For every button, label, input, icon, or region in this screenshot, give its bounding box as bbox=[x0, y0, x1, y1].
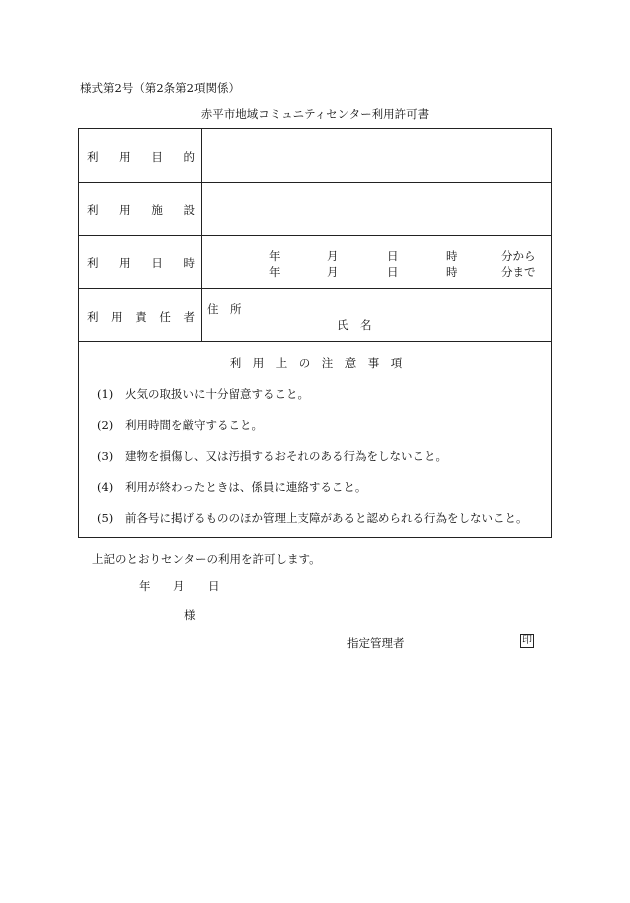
note-item: (4) 利用が終わったときは、係員に連絡すること。 bbox=[97, 480, 367, 494]
start-day-label: 日 bbox=[387, 249, 399, 263]
row-divider bbox=[79, 235, 551, 236]
label-datetime: 利 用 日 時 bbox=[87, 256, 195, 270]
start-month-label: 月 bbox=[327, 249, 339, 263]
permit-form-table bbox=[78, 128, 552, 538]
document-title: 赤平市地域コミュニティセンター利用許可書 bbox=[200, 107, 430, 121]
row-divider bbox=[79, 288, 551, 289]
end-hour-label: 時 bbox=[446, 265, 458, 279]
start-hour-label: 時 bbox=[446, 249, 458, 263]
label-responsible: 利 用 責 任 者 bbox=[87, 310, 195, 324]
note-item: (1) 火気の取扱いに十分留意すること。 bbox=[97, 387, 309, 401]
purpose-field[interactable] bbox=[202, 129, 552, 182]
grant-month-label: 月 bbox=[173, 579, 185, 593]
start-year-label: 年 bbox=[269, 249, 281, 263]
end-month-label: 月 bbox=[327, 265, 339, 279]
notes-title: 利 用 上 の 注 意 事 項 bbox=[229, 356, 403, 370]
grant-year-label: 年 bbox=[139, 579, 151, 593]
note-item: (3) 建物を損傷し、又は汚損するおそれのある行為をしないこと。 bbox=[97, 449, 447, 463]
grant-day-label: 日 bbox=[208, 579, 220, 593]
note-item: (5) 前各号に掲げるもののほか管理上支障があると認められる行為をしないこと。 bbox=[97, 511, 528, 525]
grant-statement: 上記のとおりセンターの利用を許可します。 bbox=[92, 552, 321, 566]
start-minute-label: 分から bbox=[501, 249, 536, 263]
name-label: 氏 名 bbox=[337, 318, 372, 332]
row-divider bbox=[79, 341, 551, 342]
end-minute-label: 分まで bbox=[501, 265, 536, 279]
recipient-honorific: 様 bbox=[184, 608, 196, 622]
designated-manager-label: 指定管理者 bbox=[347, 636, 405, 650]
form-number: 様式第2号（第2条第2項関係） bbox=[80, 81, 240, 95]
label-facility: 利 用 施 設 bbox=[87, 203, 195, 217]
note-item: (2) 利用時間を厳守すること。 bbox=[97, 418, 263, 432]
address-label: 住 所 bbox=[207, 302, 242, 316]
label-purpose: 利 用 目 的 bbox=[87, 150, 195, 164]
seal-icon: 印 bbox=[522, 635, 532, 646]
end-year-label: 年 bbox=[269, 265, 281, 279]
facility-field[interactable] bbox=[202, 183, 552, 235]
end-day-label: 日 bbox=[387, 265, 399, 279]
